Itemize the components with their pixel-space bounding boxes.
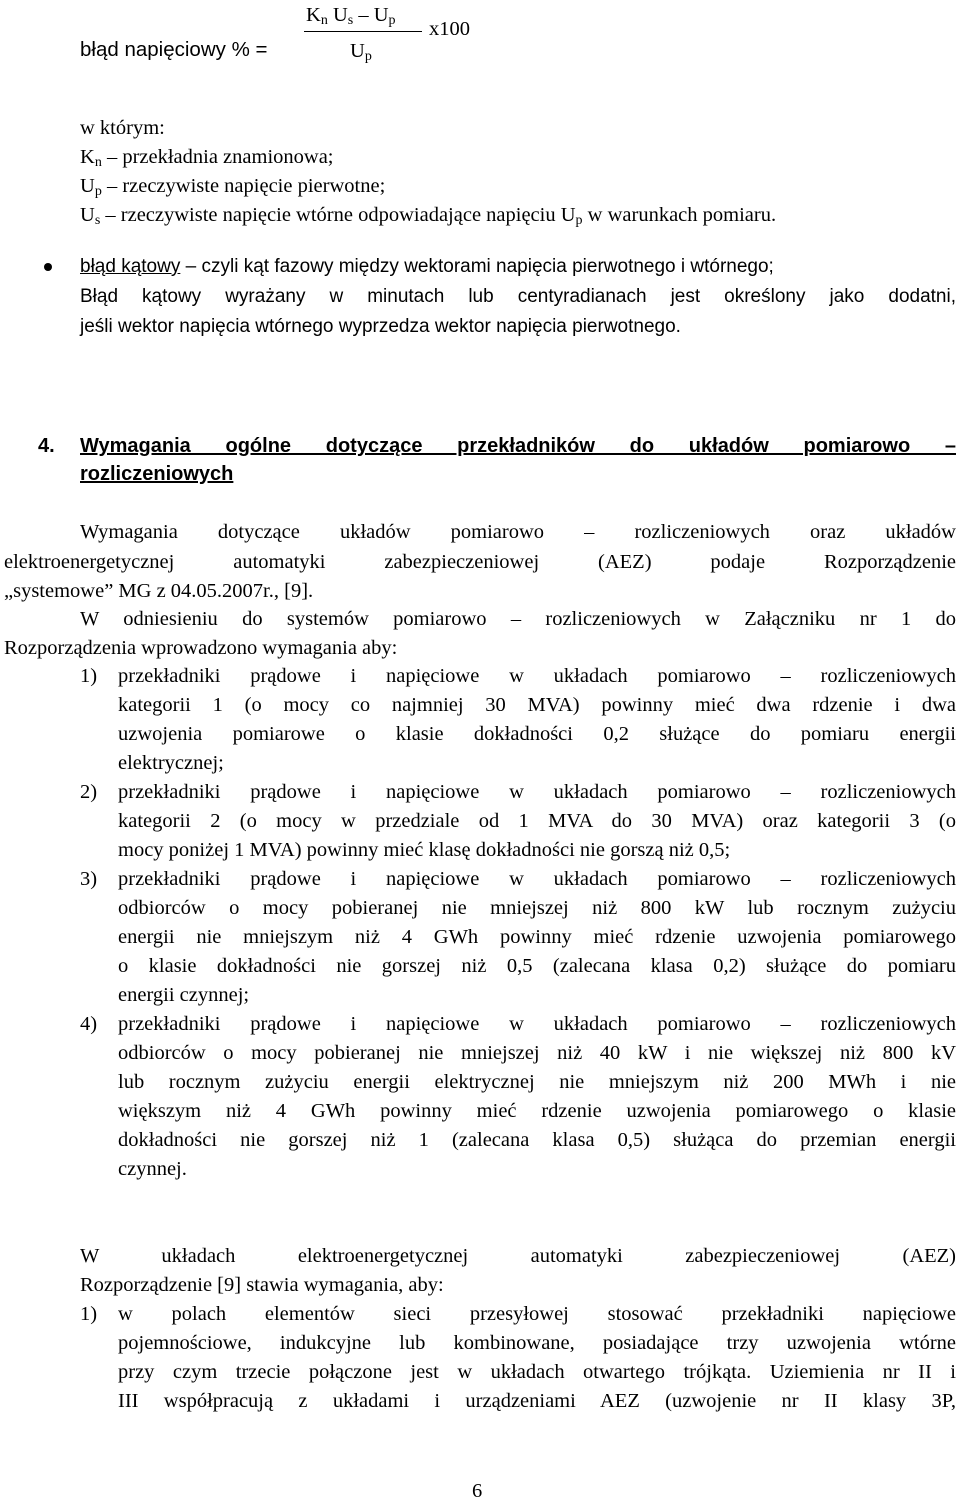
para1-line-1: Wymagania dotyczące układów pomiarowo – rozliczeniowych oraz układów [80,521,956,543]
section-title-line-1: Wymagania ogólne dotyczące przekładników do układów pomiarowo – [80,435,956,457]
bullet-line-2: Błąd kątowy wyrażany w minutach lub centyradianach jest określony jako dodatni, [80,286,956,307]
list1-item-3-line-5: energii czynnej; [118,984,250,1006]
list1-item-1-line-2: kategorii 1 (o mocy co najmniej 30 MVA) powinny mieć dwa rdzenie i dwa [118,694,956,716]
para1-line-2: elektroenergetycznej automatyki zabezpieczeniowej (AEZ) podaje Rozporządzenie [4,551,956,573]
list1-item-4-line-1: przekładniki prądowe i napięciowe w układach pomiarowo – rozliczeniowych [118,1013,956,1035]
list1-item-4-line-2: odbiorców o mocy pobieranej nie mniejszej niż 40 kW i nie większej niż 800 kV [118,1042,956,1064]
list1-num-2: 2) [80,781,98,803]
list1-num-1: 1) [80,665,98,687]
list1-item-3-line-3: energii nie mniejszym niż 4 GWh powinny mieć rdzenie uzwojenia pomiarowego [118,926,956,948]
para2-line-2: Rozporządzenia wprowadzono wymagania aby: [4,637,398,659]
list1-num-4: 4) [80,1013,98,1035]
list1-item-1-line-1: przekładniki prądowe i napięciowe w układach pomiarowo – rozliczeniowych [118,665,956,687]
bullet-line-1: błąd kątowy – czyli kąt fazowy między wektorami napięcia pierwotnego i wtórnego; [80,256,774,277]
list1-item-4-line-6: czynnej. [118,1158,187,1180]
bullet-line-3: jeśli wektor napięcia wtórnego wyprzedza wektor napięcia pierwotnego. [80,316,681,337]
up-symbol: U [373,4,389,26]
list2-item-1-line-3: przy czym trzecie połączone jest w układach otwartego trójkąta. Uziemienia nr II i [118,1361,956,1383]
section-number: 4. [38,435,55,457]
para2-line-1: W odniesieniu do systemów pomiarowo – rozliczeniowych w Załączniku nr 1 do [80,608,956,630]
list1-item-3-line-1: przekładniki prądowe i napięciowe w układach pomiarowo – rozliczeniowych [118,868,956,890]
para1-line-3: „systemowe” MG z 04.05.2007r., [9]. [4,580,314,602]
list1-item-3-line-4: o klasie dokładności nie gorszej niż 0,5 (zalecana klasa 0,2) służące do pomiaru [118,955,956,977]
list2-item-1-line-1: w polach elementów sieci przesyłowej stosować przekładniki napięciowe [118,1303,956,1325]
formula-numerator: $K_n$ $U_s - U_p$ [306,4,396,28]
bullet-icon [44,263,52,271]
list1-item-1-line-4: elektrycznej; [118,752,224,774]
list1-item-2-line-2: kategorii 2 (o mocy w przedziale od 1 MVA do 30 MVA) oraz kategorii 3 (o [118,810,956,832]
k-symbol: K [306,4,321,26]
list2-item-1-line-2: pojemnościowe, indukcyjne lub kombinowane, posiadające trzy uzwojenia wtórne [118,1332,956,1354]
where-item-up: $U_p$ – rzeczywiste napięcie pierwotne; [80,175,386,199]
list1-item-2-line-3: mocy poniżej 1 MVA) powinny mieć klasę dokładności nie gorszą niż 0,5; [118,839,731,861]
where-item-us: $U_s$ – rzeczywiste napięcie wtórne odpowiadające napięciu $U_p$ w warunkach pomiaru. [80,204,777,228]
formula-denominator: $U_p$ [350,40,372,64]
list1-item-4-line-4: większym niż 4 GWh powinny mieć rdzenie uzwojenia pomiarowego o klasie [118,1100,956,1122]
where-item-kn: $K_n$ – przekładnia znamionowa; [80,146,334,170]
list2-num-1: 1) [80,1303,98,1325]
list2-item-1-line-4: III współpracują z układami i urządzeniami AEZ (uzwojenie nr II klasy 3P, [118,1390,956,1412]
list1-item-3-line-2: odbiorców o mocy pobieranej nie mniejszej niż 800 kW lub rocznym zużyciu [118,897,956,919]
list1-item-4-line-3: lub rocznym zużyciu energii elektrycznej nie mniejszym niż 200 MWh i nie [118,1071,956,1093]
list1-item-1-line-3: uzwojenia pomiarowe o klasie dokładności 0,2 służące do pomiaru energii [118,723,956,745]
minus-sign: – [358,4,369,26]
list1-item-4-line-5: dokładności nie gorszej niż 1 (zalecana klasa 0,5) służąca do przemian energii [118,1129,956,1151]
page-number: 6 [472,1480,483,1502]
formula-times: x100 [429,18,470,40]
fraction-bar [304,31,422,32]
section-title-line-2: rozliczeniowych [80,463,234,485]
bullet-term: błąd kątowy [80,256,181,277]
para3-line-1: W układach elektroenergetycznej automatyki zabezpieczeniowej (AEZ) [80,1245,956,1267]
us-symbol: U [332,4,348,26]
where-title: w którym: [80,117,165,139]
list1-item-2-line-1: przekładniki prądowe i napięciowe w układach pomiarowo – rozliczeniowych [118,781,956,803]
para3-line-2: Rozporządzenie [9] stawia wymagania, aby: [80,1274,444,1296]
list1-num-3: 3) [80,868,98,890]
formula-label: błąd napięciowy % = [80,38,268,61]
